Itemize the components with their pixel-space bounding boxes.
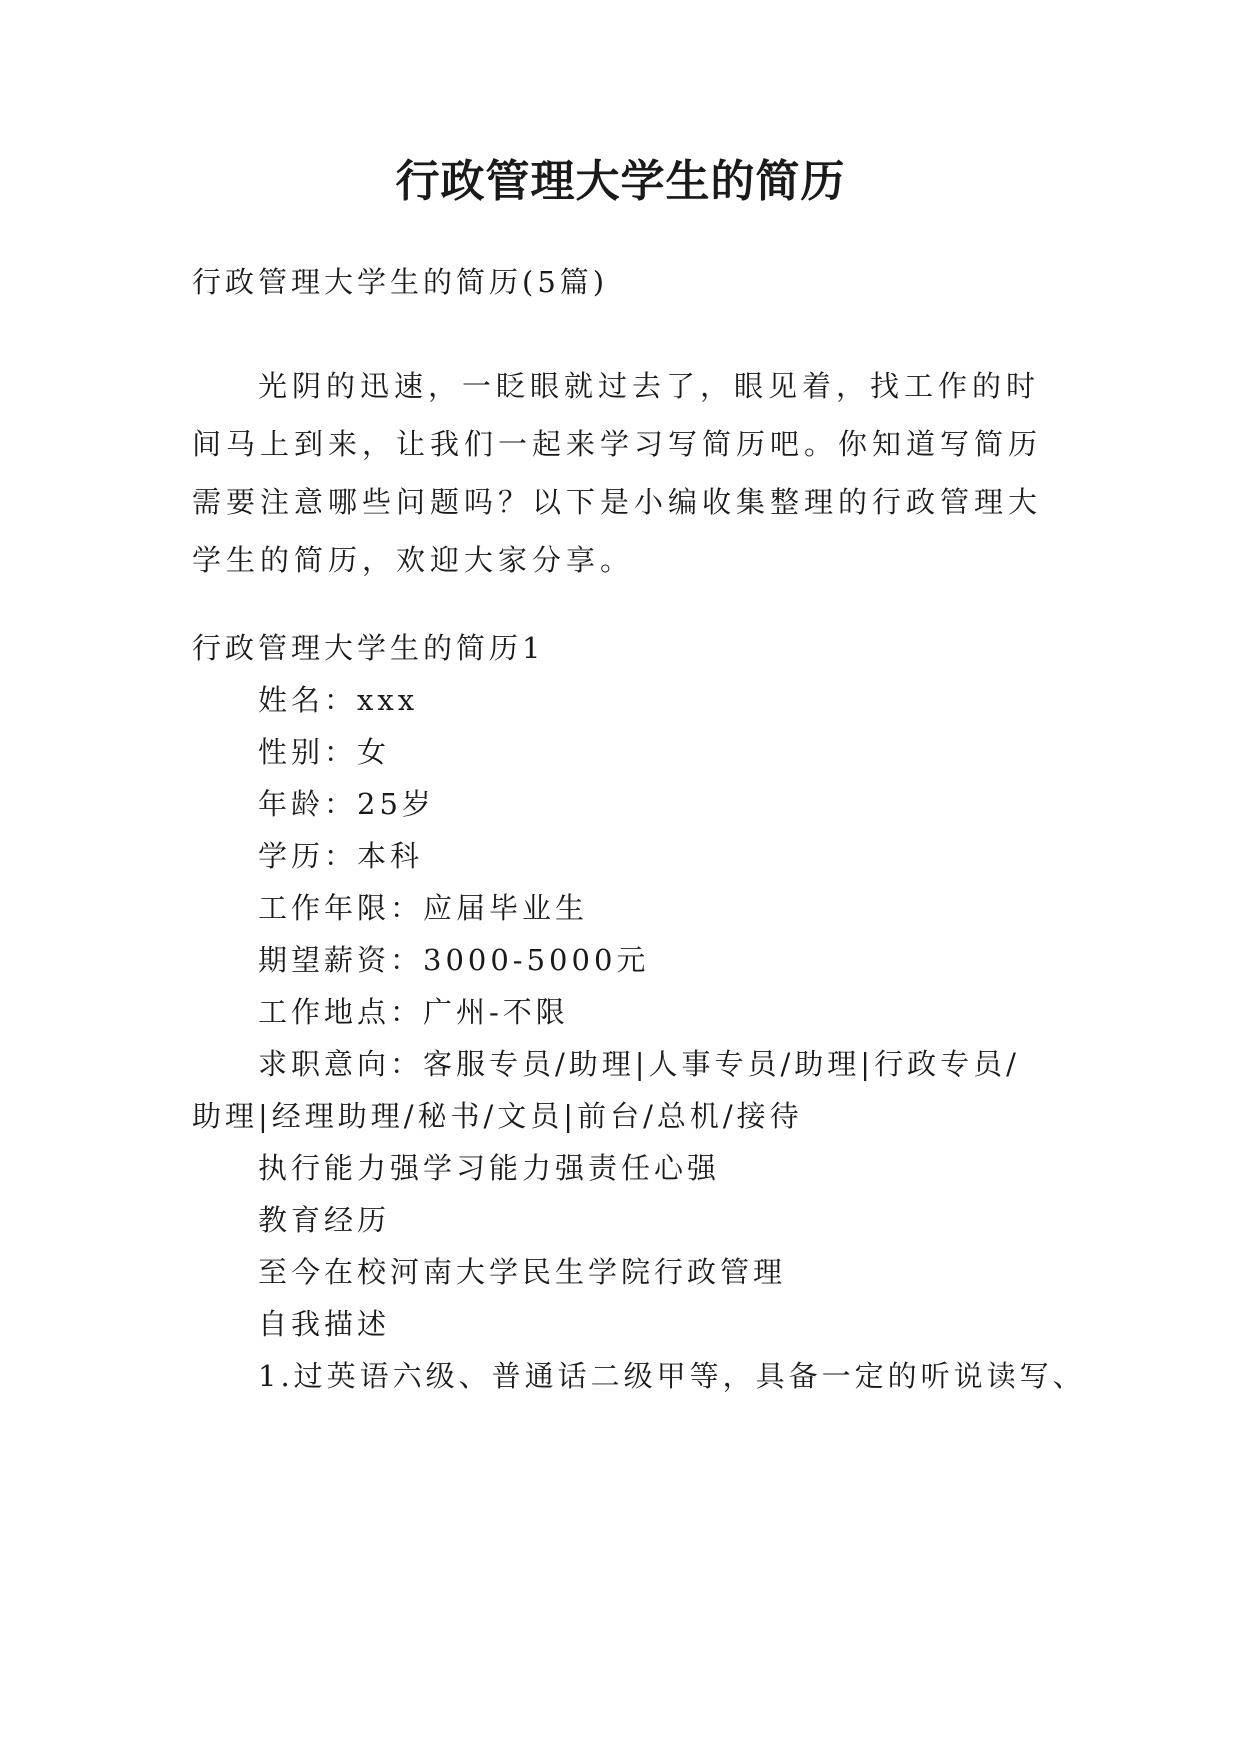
field-gender: 性别：女 <box>258 735 391 769</box>
field-name: 姓名：xxx <box>258 683 419 717</box>
document-subtitle: 行政管理大学生的简历(5篇) <box>192 265 609 299</box>
field-education-level: 学历：本科 <box>258 839 424 873</box>
field-work-years: 工作年限：应届毕业生 <box>258 891 589 925</box>
field-abilities: 执行能力强学习能力强责任心强 <box>258 1151 721 1185</box>
field-age: 年龄：25岁 <box>258 787 435 821</box>
section-heading: 行政管理大学生的简历1 <box>192 631 545 665</box>
document-title: 行政管理大学生的简历 <box>395 156 846 207</box>
field-location: 工作地点：广州-不限 <box>258 995 569 1029</box>
intro-paragraph: 光阴的迅速，一眨眼就过去了，眼见着，找工作的时间马上到来，让我们一起来学习写简历吧。你知道写简历需要注意哪些问题吗？以下是小编收集整理的行政管理大学生的简历，欢迎大家分享。 <box>192 369 1043 577</box>
education-detail: 至今在校河南大学民生学院行政管理 <box>258 1255 787 1289</box>
self-description-heading: 自我描述 <box>258 1307 391 1341</box>
self-description-item: 1.过英语六级、普通话二级甲等，具备一定的听说读写、 <box>258 1359 1086 1393</box>
education-heading: 教育经历 <box>258 1203 391 1237</box>
field-salary: 期望薪资：3000-5000元 <box>258 943 650 977</box>
field-intention-line2: 助理|经理助理/秘书/文员|前台/总机/接待 <box>192 1099 803 1133</box>
field-intention-line1: 求职意向：客服专员/助理|人事专员/助理|行政专员/ <box>258 1047 1020 1081</box>
